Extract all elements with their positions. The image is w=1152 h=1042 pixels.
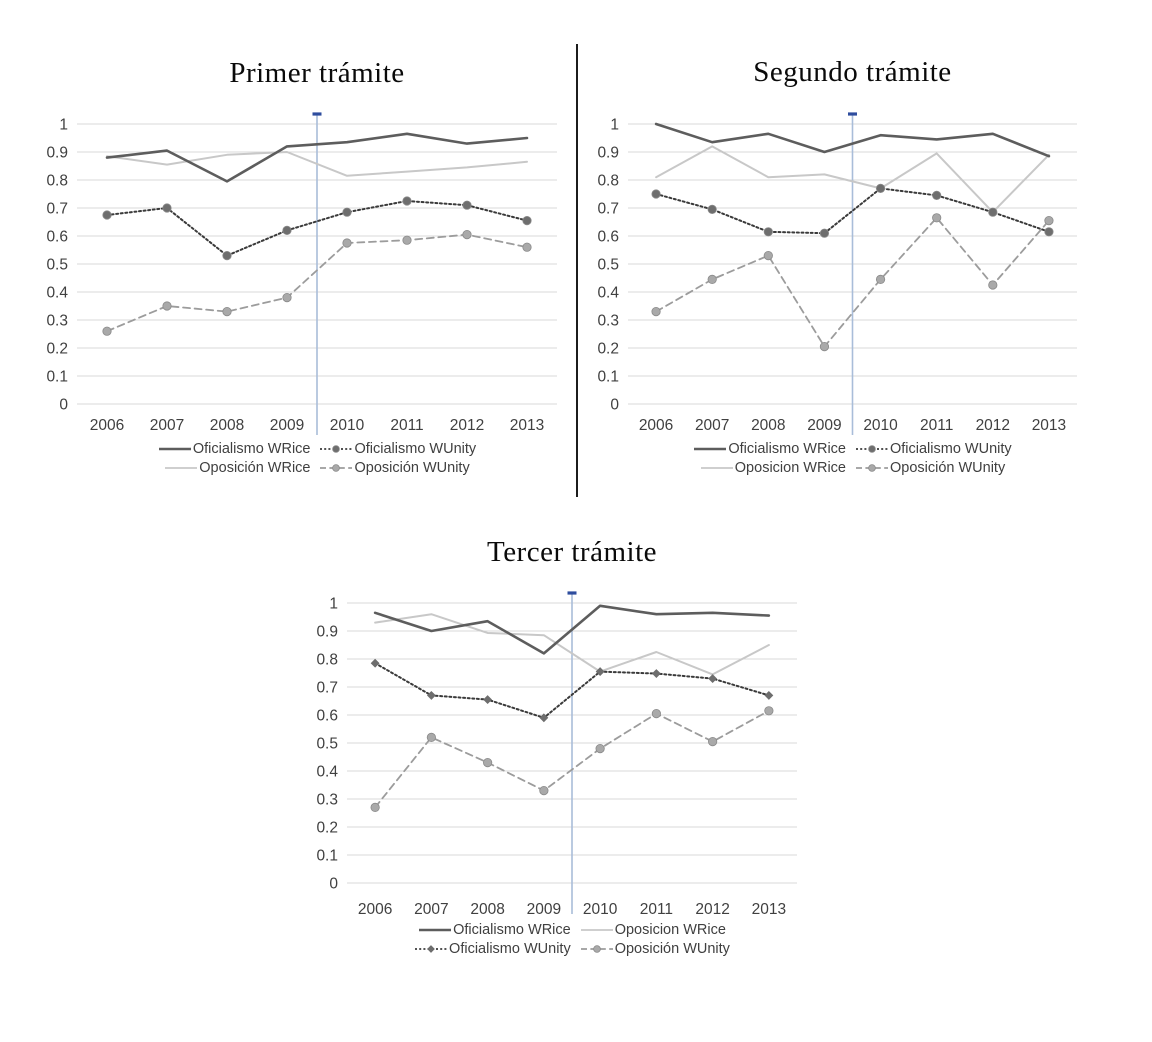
y-tick-label: 0.6 bbox=[46, 228, 68, 246]
y-tick-label: 0.9 bbox=[597, 144, 619, 162]
y-tick-label: 0.3 bbox=[46, 312, 68, 330]
y-tick-label: 1 bbox=[329, 595, 338, 613]
data-point-marker bbox=[523, 216, 531, 224]
data-point-marker bbox=[932, 214, 940, 222]
y-tick-label: 0 bbox=[59, 396, 68, 414]
legend-item-oficialismo-wunity bbox=[855, 441, 1012, 457]
x-tick-label: 2007 bbox=[149, 417, 185, 434]
y-tick-label: 0.4 bbox=[46, 284, 68, 302]
data-point-marker bbox=[652, 307, 660, 315]
legend-swatch-oficialismo-wrice bbox=[158, 443, 192, 455]
data-point-marker bbox=[223, 251, 231, 259]
data-point-marker bbox=[333, 465, 340, 472]
legend-label: Oficialismo WUnity bbox=[889, 441, 1012, 457]
x-tick-label: 2010 bbox=[329, 417, 365, 434]
legend-row bbox=[164, 460, 469, 476]
data-point-marker bbox=[333, 446, 340, 453]
y-tick-label: 0.2 bbox=[46, 340, 68, 358]
legend-swatch-oficialismo-wrice bbox=[418, 924, 452, 936]
legend-label: Oficialismo WRice bbox=[453, 922, 571, 938]
y-tick-label: 0.6 bbox=[597, 228, 619, 246]
y-tick-label: 0.8 bbox=[597, 172, 619, 190]
legend-row bbox=[414, 941, 730, 957]
plot-area-primer-tramite bbox=[0, 0, 577, 505]
y-tick-label: 0 bbox=[329, 875, 338, 893]
data-point-marker bbox=[708, 737, 716, 745]
plot-area-tercer-tramite bbox=[0, 505, 1152, 1042]
y-tick-label: 0.3 bbox=[597, 312, 619, 330]
panel-segundo-tramite bbox=[577, 0, 1152, 505]
data-point-marker bbox=[283, 226, 291, 234]
y-tick-label: 0.4 bbox=[597, 284, 619, 302]
legend-item-oposici-n-wunity bbox=[855, 460, 1005, 476]
data-point-marker bbox=[403, 197, 411, 205]
x-tick-label: 2010 bbox=[582, 901, 618, 918]
data-point-marker bbox=[876, 275, 884, 283]
x-tick-label: 2007 bbox=[414, 901, 449, 918]
panel-tercer-tramite bbox=[0, 505, 1152, 1042]
y-tick-label: 0.2 bbox=[597, 340, 619, 358]
legend-label: Oposición WUnity bbox=[354, 460, 470, 476]
data-point-marker bbox=[596, 744, 604, 752]
y-tick-label: 0.9 bbox=[316, 623, 338, 641]
legend-item-oposici-n-wrice bbox=[164, 460, 310, 476]
y-tick-label: 0.8 bbox=[316, 651, 338, 669]
data-point-marker bbox=[103, 327, 111, 335]
data-point-marker bbox=[484, 696, 492, 704]
data-point-marker bbox=[764, 228, 772, 236]
legend-item-oposici-n-wunity bbox=[580, 941, 730, 957]
legend-item-oficialismo-wrice bbox=[693, 441, 846, 457]
data-point-marker bbox=[427, 733, 435, 741]
legend-swatch-oficialismo-wunity bbox=[319, 443, 353, 455]
y-tick-label: 0.7 bbox=[46, 200, 68, 218]
data-point-marker bbox=[1045, 228, 1053, 236]
data-point-marker bbox=[163, 302, 171, 310]
x-tick-label: 2013 bbox=[1031, 417, 1067, 434]
x-tick-label: 2006 bbox=[638, 417, 674, 434]
legend-item-oposicion-wrice bbox=[580, 922, 726, 938]
data-point-marker bbox=[1045, 216, 1053, 224]
y-tick-label: 0.7 bbox=[597, 200, 619, 218]
data-point-marker bbox=[869, 446, 876, 453]
data-point-marker bbox=[371, 659, 379, 667]
y-tick-label: 1 bbox=[59, 116, 68, 134]
data-point-marker bbox=[708, 275, 716, 283]
y-tick-label: 0.3 bbox=[316, 791, 338, 809]
chart-title-segundo-tramite: Segundo trámite bbox=[753, 56, 952, 88]
data-point-marker bbox=[709, 675, 717, 683]
x-tick-label: 2007 bbox=[694, 417, 730, 434]
legend-label: Oposicion WRice bbox=[614, 922, 726, 938]
legend-row bbox=[418, 922, 726, 938]
data-point-marker bbox=[708, 205, 716, 213]
legend-item-oficialismo-wunity bbox=[414, 941, 571, 957]
legend-label: Oposición WRice bbox=[199, 460, 311, 476]
data-point-marker bbox=[371, 803, 379, 811]
gridlines-and-y-axis bbox=[597, 117, 1077, 414]
legend-swatch-oposicion-wrice bbox=[700, 462, 734, 474]
data-point-marker bbox=[652, 709, 660, 717]
data-point-marker bbox=[343, 208, 351, 216]
data-point-marker bbox=[163, 204, 171, 212]
legend-item-oficialismo-wrice bbox=[418, 922, 571, 938]
y-tick-label: 0.5 bbox=[597, 256, 619, 274]
data-point-marker bbox=[593, 946, 600, 953]
legend-row bbox=[693, 441, 1011, 457]
legend-primer-tramite bbox=[77, 441, 557, 476]
x-tick-label: 2006 bbox=[89, 417, 125, 434]
x-tick-label: 2012 bbox=[695, 901, 730, 918]
legend-swatch-oposici-n-wunity bbox=[319, 462, 353, 474]
data-point-marker bbox=[103, 211, 111, 219]
legend-row bbox=[700, 460, 1005, 476]
chart-title-primer-tramite: Primer trámite bbox=[229, 57, 405, 89]
y-tick-label: 0.5 bbox=[316, 735, 338, 753]
legend-swatch-oposicion-wrice bbox=[580, 924, 614, 936]
data-point-marker bbox=[869, 465, 876, 472]
x-tick-label: 2009 bbox=[526, 901, 562, 918]
data-point-marker bbox=[820, 229, 828, 237]
y-tick-label: 0 bbox=[610, 396, 619, 414]
data-point-marker bbox=[463, 230, 471, 238]
data-point-marker bbox=[403, 236, 411, 244]
gridlines-and-y-axis bbox=[316, 596, 797, 893]
data-point-marker bbox=[428, 946, 435, 953]
data-point-marker bbox=[483, 758, 491, 766]
y-tick-label: 0.9 bbox=[46, 144, 68, 162]
legend-item-oposici-n-wunity bbox=[319, 460, 469, 476]
y-tick-label: 0.8 bbox=[46, 172, 68, 190]
x-tick-label: 2013 bbox=[509, 417, 545, 434]
legend-label: Oposición WUnity bbox=[614, 941, 730, 957]
legend-swatch-oficialismo-wrice bbox=[693, 443, 727, 455]
x-tick-label: 2008 bbox=[470, 901, 505, 918]
x-tick-label: 2008 bbox=[209, 417, 245, 434]
data-point-marker bbox=[876, 184, 884, 192]
x-tick-label: 2010 bbox=[863, 417, 898, 434]
y-tick-label: 0.6 bbox=[316, 707, 338, 725]
legend-label: Oficialismo WRice bbox=[728, 441, 846, 457]
legend-label: Oficialismo WUnity bbox=[449, 941, 571, 957]
y-tick-label: 0.7 bbox=[316, 679, 338, 697]
legend-label: Oposición WUnity bbox=[889, 460, 1006, 476]
data-point-marker bbox=[652, 670, 660, 678]
data-point-marker bbox=[989, 208, 997, 216]
legend-item-oficialismo-wunity bbox=[319, 441, 476, 457]
event-line bbox=[568, 593, 577, 914]
y-tick-label: 0.1 bbox=[597, 368, 619, 386]
legend-row bbox=[158, 441, 476, 457]
data-point-marker bbox=[223, 307, 231, 315]
legend-tercer-tramite bbox=[347, 922, 797, 957]
data-point-marker bbox=[764, 251, 772, 259]
legend-item-oficialismo-wrice bbox=[158, 441, 311, 457]
x-tick-label: 2012 bbox=[975, 417, 1011, 434]
x-tick-label: 2009 bbox=[269, 417, 305, 434]
data-point-marker bbox=[989, 281, 997, 289]
data-point-marker bbox=[765, 707, 773, 715]
legend-label: Oficialismo WUnity bbox=[354, 441, 477, 457]
x-tick-label: 2012 bbox=[449, 417, 485, 434]
legend-swatch-oficialismo-wunity bbox=[414, 943, 448, 955]
y-tick-label: 0.4 bbox=[316, 763, 338, 781]
x-tick-label: 2013 bbox=[751, 901, 787, 918]
legend-item-oposicion-wrice bbox=[700, 460, 846, 476]
event-line bbox=[848, 114, 857, 435]
data-point-marker bbox=[463, 201, 471, 209]
data-point-marker bbox=[540, 786, 548, 794]
y-tick-label: 0.1 bbox=[46, 368, 68, 386]
y-tick-label: 0.1 bbox=[316, 847, 338, 865]
chart-title-tercer-tramite: Tercer trámite bbox=[487, 536, 657, 568]
gridlines-and-y-axis bbox=[46, 117, 557, 414]
legend-swatch-oposici-n-wunity bbox=[855, 462, 889, 474]
x-tick-label: 2008 bbox=[751, 417, 786, 434]
x-tick-label: 2011 bbox=[639, 901, 674, 918]
data-point-marker bbox=[523, 243, 531, 251]
legend-swatch-oficialismo-wunity bbox=[855, 443, 889, 455]
data-point-marker bbox=[765, 691, 773, 699]
data-point-marker bbox=[820, 342, 828, 350]
legend-swatch-oposici-n-wunity bbox=[580, 943, 614, 955]
y-tick-label: 0.2 bbox=[316, 819, 338, 837]
data-point-marker bbox=[932, 191, 940, 199]
legend-label: Oposicion WRice bbox=[734, 460, 846, 476]
legend-label: Oficialismo WRice bbox=[192, 441, 311, 457]
data-point-marker bbox=[427, 691, 435, 699]
legend-segundo-tramite bbox=[628, 441, 1077, 476]
panel-primer-tramite bbox=[0, 0, 577, 505]
x-tick-label: 2011 bbox=[920, 417, 954, 434]
legend-swatch-oposici-n-wrice bbox=[164, 462, 198, 474]
plot-area-segundo-tramite bbox=[577, 0, 1152, 505]
x-tick-label: 2009 bbox=[807, 417, 842, 434]
x-tick-label: 2011 bbox=[390, 417, 424, 434]
data-point-marker bbox=[343, 239, 351, 247]
y-tick-label: 1 bbox=[610, 116, 619, 134]
y-tick-label: 0.5 bbox=[46, 256, 68, 274]
data-point-marker bbox=[283, 293, 291, 301]
x-tick-label: 2006 bbox=[357, 901, 393, 918]
data-point-marker bbox=[652, 190, 660, 198]
